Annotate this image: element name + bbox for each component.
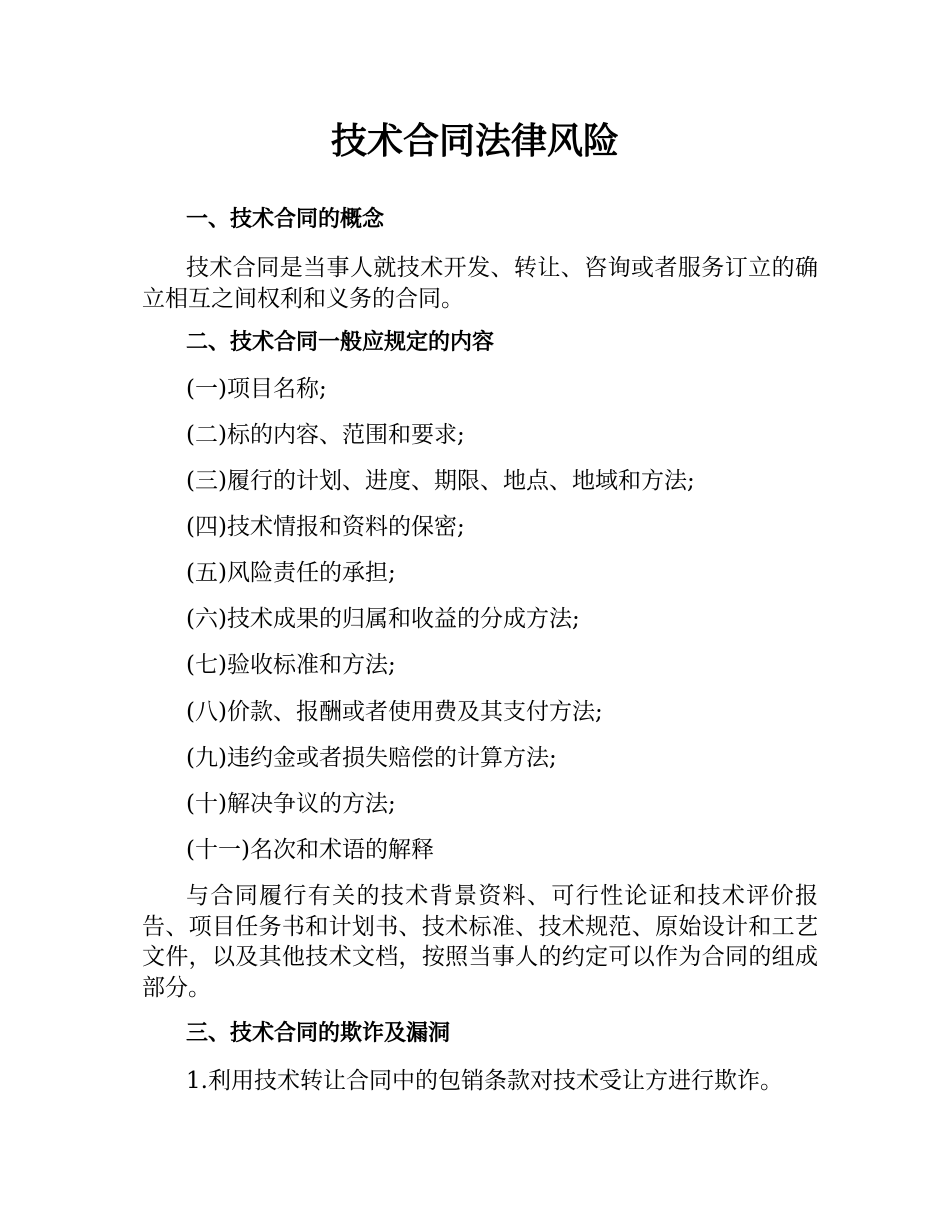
list-item: (五)风险责任的承担; xyxy=(186,560,396,586)
list-item: (八)价款、报酬或者使用费及其支付方法; xyxy=(186,699,603,725)
list-item: (二)标的内容、范围和要求; xyxy=(186,422,465,448)
list-item: (六)技术成果的归属和收益的分成方法; xyxy=(186,606,580,632)
contents-paragraph: 与合同履行有关的技术背景资料、可行性论证和技术评价报告、项目任务书和计划书、技术标准、技术规范、原始设计和工艺文件，以及其他技术文档，按照当事人的约定可以作为合同的组成部分。 xyxy=(142,883,818,1001)
list-item: (九)违约金或者损失赔偿的计算方法; xyxy=(186,745,557,771)
section-heading-concept: 一、技术合同的概念 xyxy=(186,207,385,232)
list-item: (一)项目名称; xyxy=(186,376,327,402)
list-item: (十一)名次和术语的解释 xyxy=(186,837,434,863)
list-item: (七)验收标准和方法; xyxy=(186,652,396,678)
list-item: (十)解决争议的方法; xyxy=(186,791,396,817)
concept-paragraph: 技术合同是当事人就技术开发、转让、咨询或者服务订立的确立相互之间权利和义务的合同。 xyxy=(142,255,818,312)
section-heading-fraud: 三、技术合同的欺诈及漏洞 xyxy=(186,1021,451,1046)
section-heading-contents: 二、技术合同一般应规定的内容 xyxy=(186,330,495,355)
list-item: (三)履行的计划、进度、期限、地点、地域和方法; xyxy=(186,468,695,494)
document-title: 技术合同法律风险 xyxy=(330,121,619,162)
list-item: 1.利用技术转让合同中的包销条款对技术受让方进行欺诈。 xyxy=(186,1068,783,1094)
list-item: (四)技术情报和资料的保密; xyxy=(186,514,465,540)
